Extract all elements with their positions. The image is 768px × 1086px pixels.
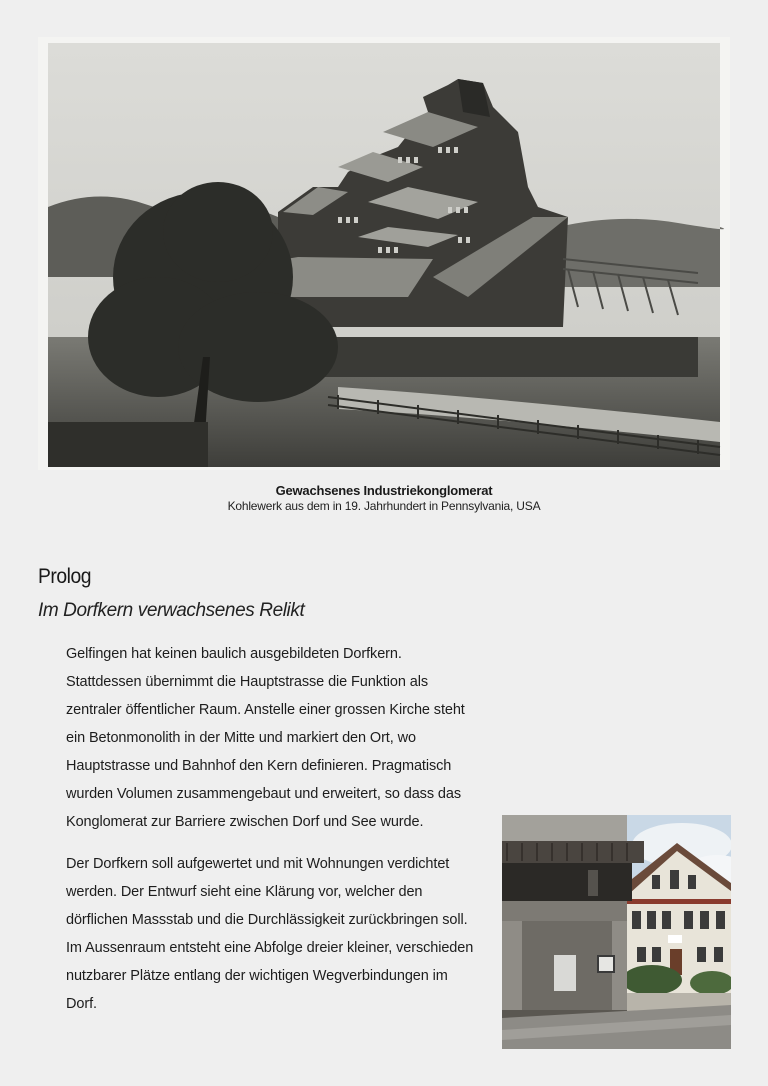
historic-coal-breaker-photo <box>38 37 730 470</box>
paragraph: Der Dorfkern soll aufgewertet und mit Wohnungen verdichtet werden. Der Entwurf sieht eine Klärung vor, welcher den dörflichen Massstab und die Durchlässigkeit zurückbringen soll. Im Aussenraum entsteht eine Abfolge dreier kleiner, verschieden nutzbarer Plätze entlang der wichtigen Wegverbindungen im Dorf. <box>66 856 474 1012</box>
figure-caption-title: Gewachsenes Industriekonglomerat <box>275 483 493 498</box>
section-title: Prolog <box>38 565 92 588</box>
section-subtitle: Im Dorfkern verwachsenes Relikt <box>38 600 305 621</box>
body-text <box>66 640 476 1032</box>
figure-caption-subtitle: Kohlewerk aus dem in 19. Jahrhundert in Pennsylvania, USA <box>227 499 541 513</box>
village-center-photo <box>502 815 731 1049</box>
figure-caption <box>38 483 730 514</box>
paragraph: Gelfingen hat keinen baulich ausgebildeten Dorfkern. Stattdessen übernimmt die Hauptstrasse die Funktion als zentraler öffentlicher Raum. Anstelle einer grossen Kirche steht ein Betonmonolith in der Mitte und markiert den Ort, wo Hauptstrasse und Bahnhof den Kern definieren. Pragmatisch wurden Volumen zusammengebaut und erweitert, so dass das Konglomerat zur Barriere zwischen Dorf und See wurde. <box>66 646 465 830</box>
